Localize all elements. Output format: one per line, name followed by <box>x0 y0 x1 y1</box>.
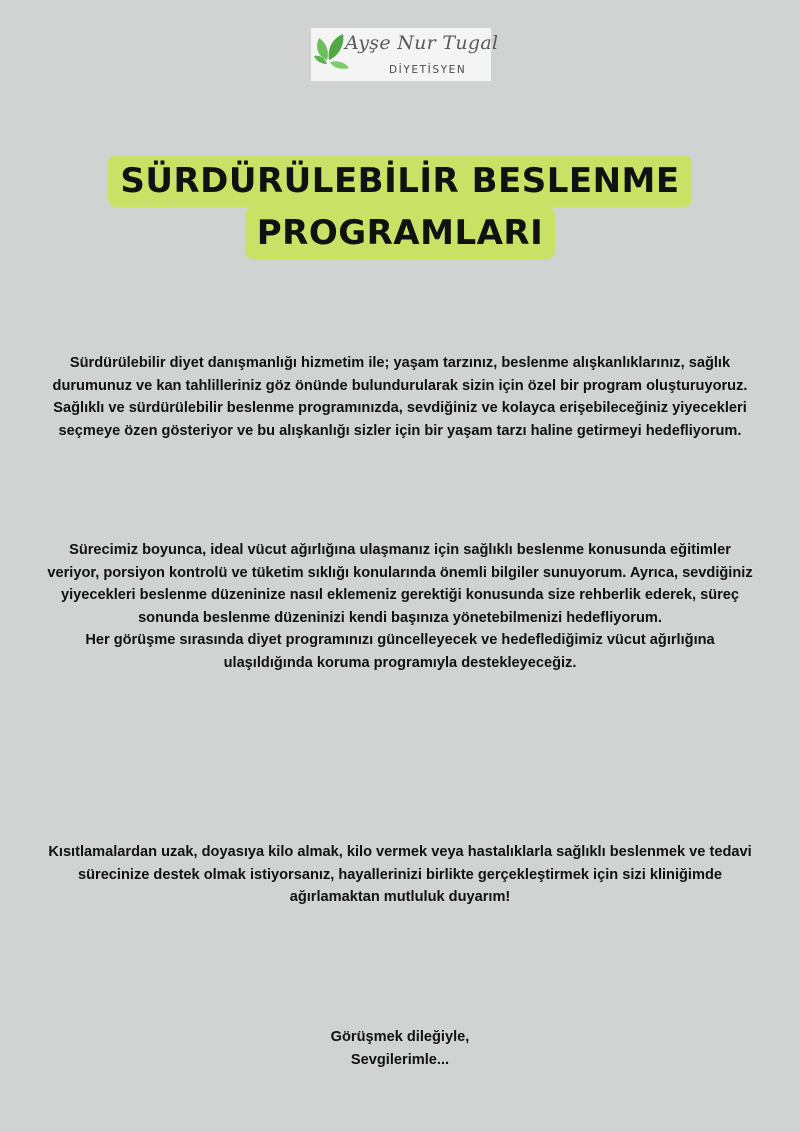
paragraph-intro <box>20 352 780 442</box>
closing <box>20 1026 780 1071</box>
text-line: Sürdürülebilir diyet danışmanlığı hizmetim ile; yaşam tarzınız, beslenme alışkanlıklarınız, sağlık <box>69 355 731 371</box>
text-line: seçmeye özen gösteriyor ve bu alışkanlığı sizler için bir yaşam tarzı haline getirmeyi hedefliyorum. <box>58 422 742 439</box>
text-line: ağırlamaktan mutluluk duyarım! <box>289 889 511 905</box>
text-line: veriyor, porsiyon kontrolü ve tüketim sıklığı konularında önemli bilgiler sunuyorum. Ayrıca, sevdiğiniz <box>47 564 753 581</box>
text-line: sürecinize destek olmak istiyorsanız, hayallerinizi birlikte gerçekleştirmek için sizi kliniğimde <box>77 866 722 883</box>
title-line-1: SÜRDÜRÜLEBİLİR BESLENME <box>108 155 691 207</box>
text-line: Sağlıklı ve sürdürülebilir beslenme programınızda, sevdiğiniz ve kolayca erişebileceğiniz yiyecekleri <box>53 400 747 416</box>
text-line: yiyecekleri beslenme düzeninize nasıl eklemeniz gerektiği konusunda size rehberlik ederek, süreç <box>60 587 740 603</box>
text-line: Sürecimiz boyunca, ideal vücut ağırlığına ulaşmanız için sağlıklı beslenme konusunda eğitimler <box>69 542 731 558</box>
text-line: sonunda beslenme düzeninizi kendi başınıza yönetebilmenizi hedefliyorum. <box>138 609 662 626</box>
title-line-2: PROGRAMLARI <box>245 207 556 259</box>
paragraph-process <box>20 539 780 674</box>
text-line: ulaşıldığında koruma programıyla destekleyeceğiz. <box>223 654 577 671</box>
logo-name: Ayşe Nur Tugal <box>345 32 499 54</box>
closing-line: Sevgilerimle... <box>350 1051 450 1068</box>
logo-subtitle: DİYETİSYEN <box>389 64 467 76</box>
text-line: durumunuz ve kan tahlilleriniz göz önünde bulundurularak sizin için özel bir program oluşturuyoruz. <box>52 377 748 394</box>
text-line: Kısıtlamalardan uzak, doyasıya kilo almak, kilo vermek veya hastalıklarla sağlıklı beslenmek ve tedavi <box>48 844 752 860</box>
closing-line: Görüşmek dileğiyle, <box>330 1029 470 1045</box>
logo <box>311 28 499 81</box>
text-line: Her görüşme sırasında diyet programınızı güncelleyecek ve hedeflediğimiz vücut ağırlığına <box>85 632 715 648</box>
page-title <box>0 155 800 259</box>
paragraph-invitation <box>20 841 780 909</box>
